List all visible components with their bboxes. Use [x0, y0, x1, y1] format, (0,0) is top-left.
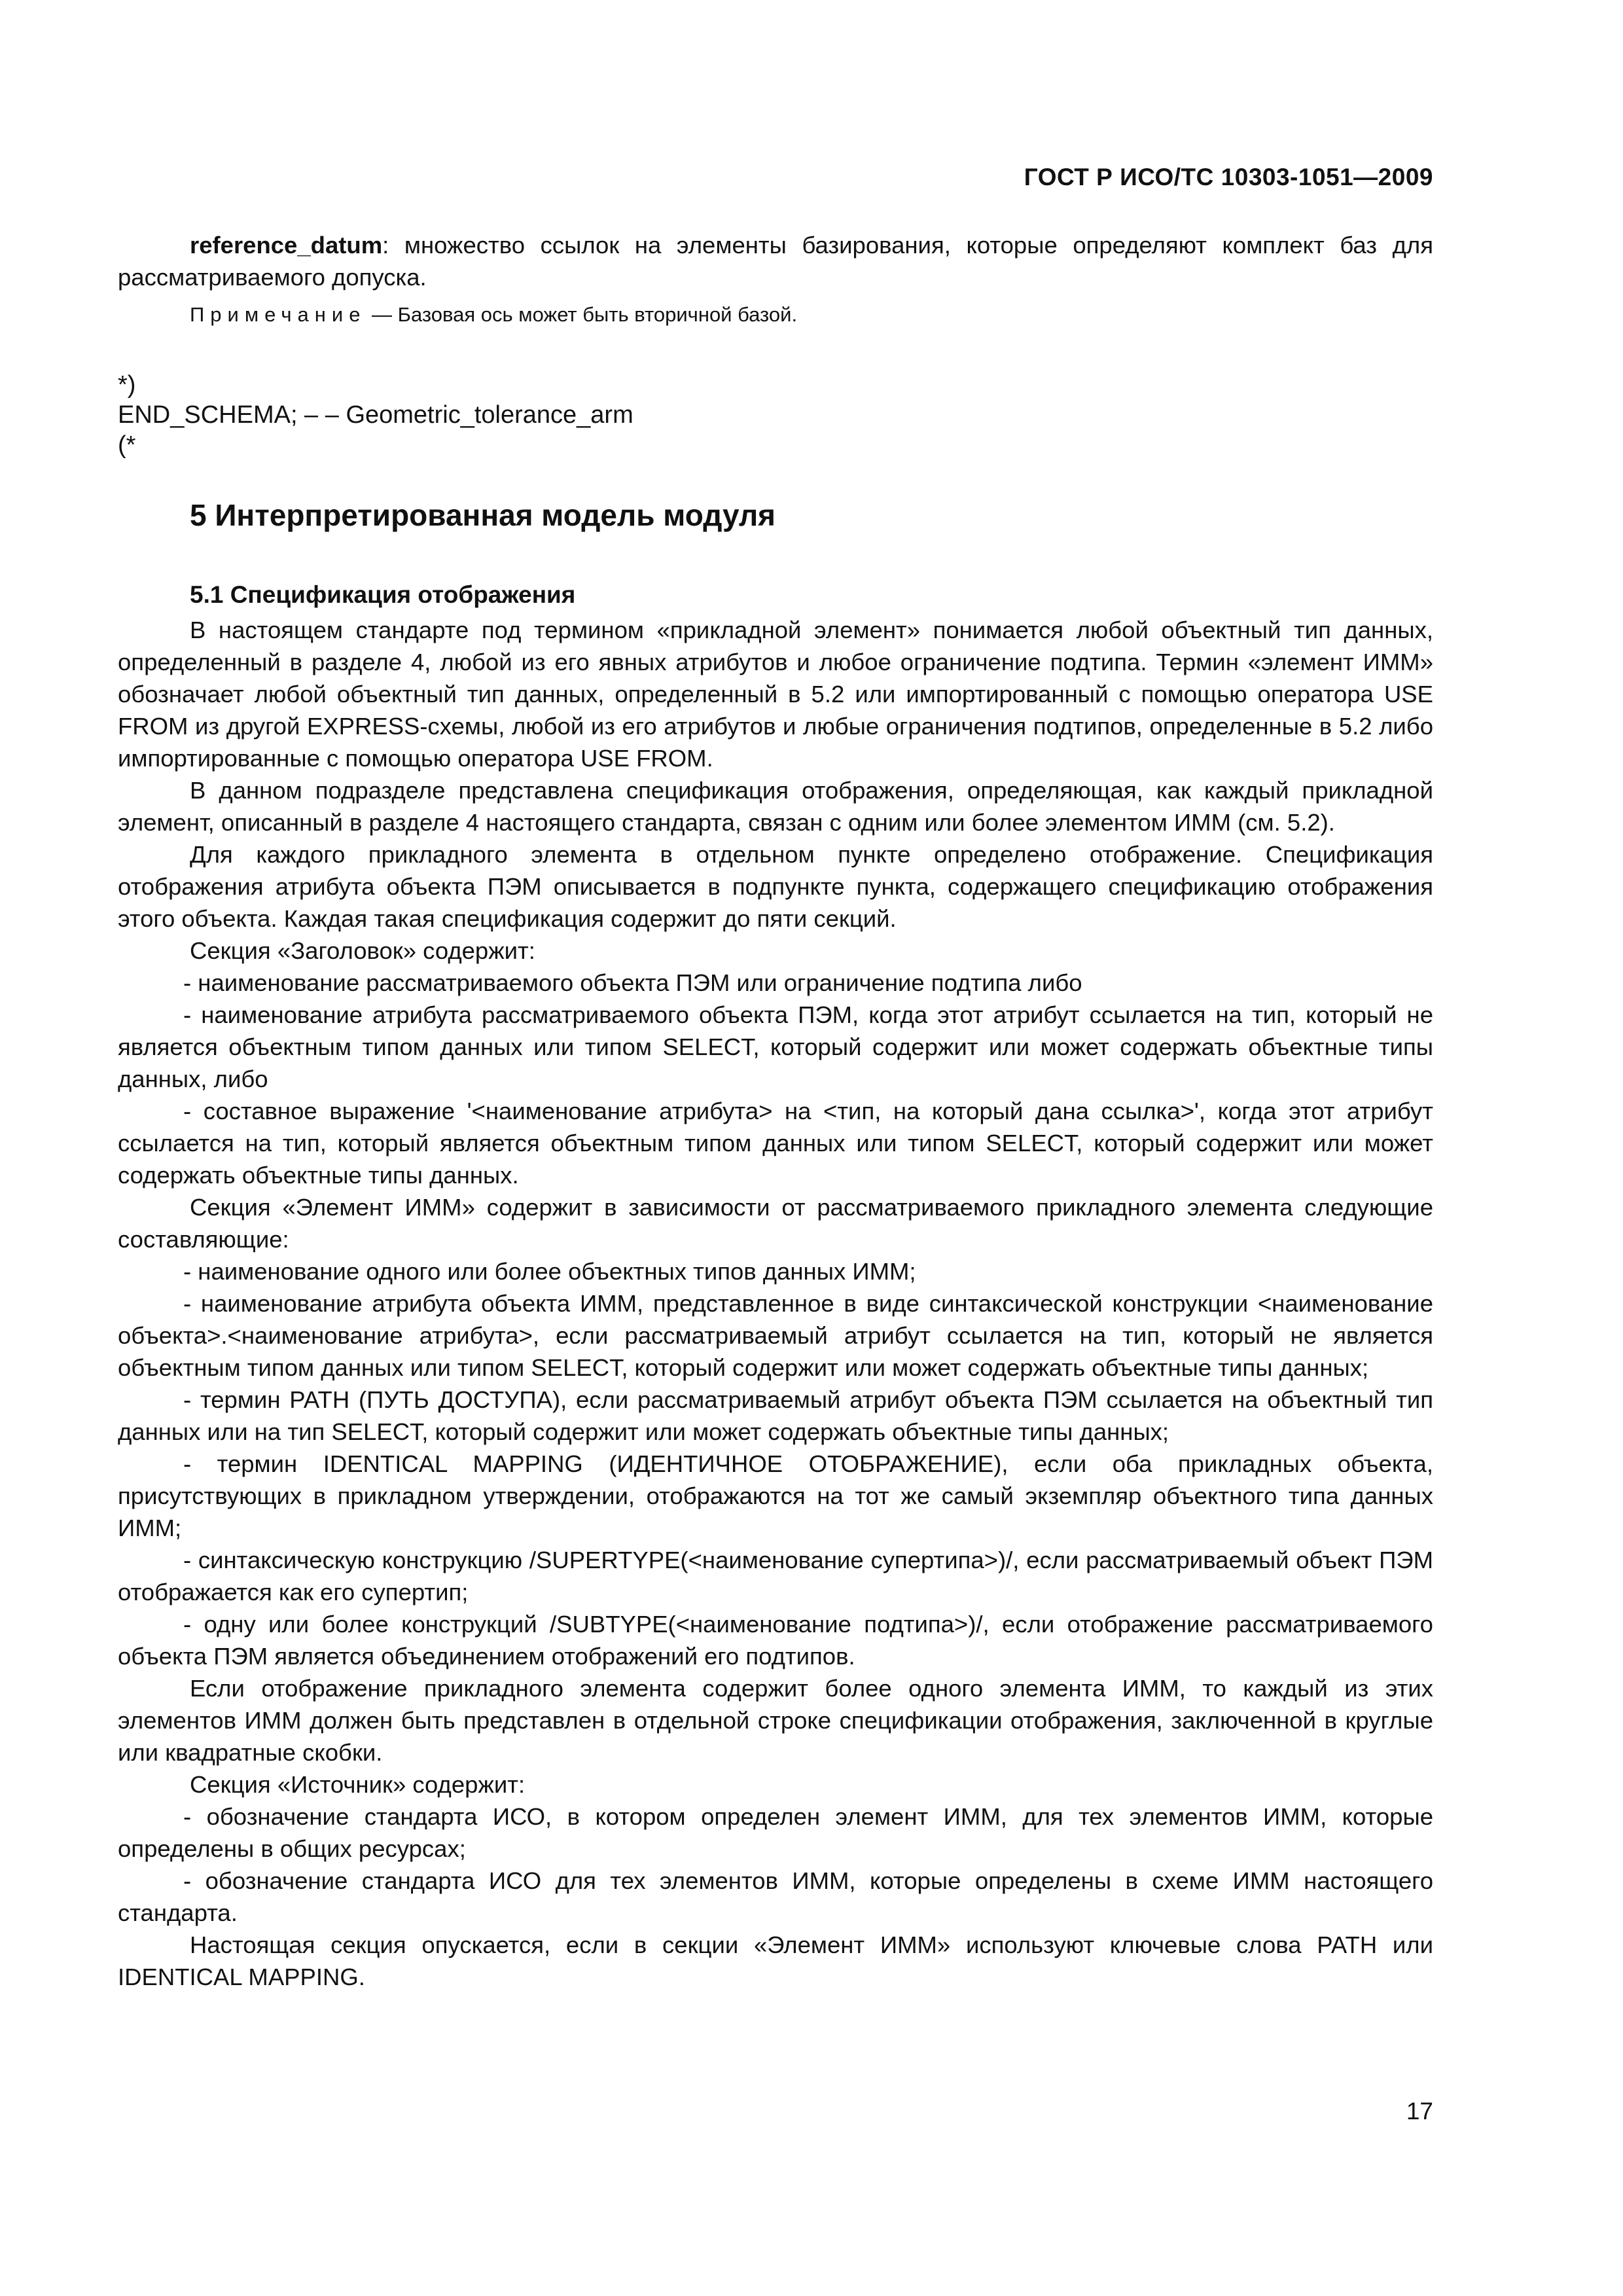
section-5-title: 5 Интерпретированная модель модуля [190, 498, 776, 532]
paragraph: Секция «Заголовок» содержит: [190, 937, 535, 964]
code-line-1: *) [118, 371, 136, 399]
list-item: - наименование атрибута объекта ИММ, представленное в виде синтаксической конструкции <наименование объекта>.<наименование атрибута>, если рассматриваемый атрибут ссылается на тип, который не является объектным типом данных или типом SELECT, который содержит или может содержать объектные типы данных; [118, 1290, 1433, 1381]
section-5-1-title: 5.1 Спецификация отображения [190, 581, 576, 608]
page-number: 17 [1406, 2098, 1433, 2125]
paragraph: Секция «Источник» содержит: [190, 1771, 526, 1798]
reference-datum-text: : множество ссылок на элементы базирования, которые определяют комплект баз для рассматриваемого допуска. [118, 232, 1433, 291]
paragraph: В данном подразделе представлена спецификация отображения, определяющая, как каждый прикладной элемент, описанный в разделе 4 настоящего стандарта, связан с одним или более элементом ИММ (см. 5.2). [118, 777, 1433, 836]
list-item: - синтаксическую конструкцию /SUPERTYPE(<наименование супертипа>)/, если рассматриваемый объект ПЭМ отображается как его супертип; [118, 1547, 1433, 1605]
code-line-2: END_SCHEMA; – – Geometric_tolerance_arm [118, 401, 633, 429]
list-item: - наименование одного или более объектных типов данных ИММ; [183, 1258, 916, 1285]
note [118, 301, 1433, 329]
list-item: - одну или более конструкций /SUBTYPE(<наименование подтипа>)/, если отображение рассматриваемого объекта ПЭМ является объединением отображений его подтипов. [118, 1611, 1433, 1670]
list-item: - составное выражение '<наименование атрибута> на <тип, на который дана ссылка>', когда этот атрибут ссылается на тип, который является объектным типом данных или типом SELECT, который содержит или может содержать объектные типы данных. [118, 1098, 1433, 1189]
paragraph: Для каждого прикладного элемента в отдельном пункте определено отображение. Спецификация отображения атрибута объекта ПЭМ описывается в подпункте пункта, содержащего спецификацию отображения этого объекта. Каждая такая спецификация содержит до пяти секций. [118, 841, 1433, 932]
list-item: - обозначение стандарта ИСО, в котором определен элемент ИММ, для тех элементов ИММ, которые определены в общих ресурсах; [118, 1803, 1433, 1862]
paragraph: В настоящем стандарте под термином «прикладной элемент» понимается любой объектный тип данных, определенный в разделе 4, любой из его явных атрибутов и любое ограничение подтипа. Термин «элемент ИММ» обозначает любой объектный тип данных, определенный в 5.2 или импортированный с помощью оператора USE FROM из другой EXPRESS-схемы, любой из его атрибутов и любые ограничения подтипов, определенные в 5.2 либо импортированные с помощью оператора USE FROM. [118, 617, 1433, 772]
document-code-header: ГОСТ Р ИСО/ТС 10303-1051—2009 [1024, 164, 1433, 190]
list-item: - наименование рассматриваемого объекта ПЭМ или ограничение подтипа либо [183, 969, 1082, 996]
list-item: - обозначение стандарта ИСО для тех элементов ИММ, которые определены в схеме ИММ настоящего стандарта. [118, 1867, 1433, 1926]
list-item: - термин IDENTICAL MAPPING (ИДЕНТИЧНОЕ ОТОБРАЖЕНИЕ), если оба прикладных объекта, присутствующих в прикладном утверждении, отображаются на тот же самый экземпляр объектного типа данных ИММ; [118, 1450, 1433, 1541]
list-item: - термин PATH (ПУТЬ ДОСТУПА), если рассматриваемый атрибут объекта ПЭМ ссылается на объектный тип данных или на тип SELECT, который содержит или может содержать объектные типы данных; [118, 1386, 1433, 1445]
intro-block [118, 229, 1433, 329]
reference-datum-definition [118, 229, 1433, 293]
paragraph: Секция «Элемент ИММ» содержит в зависимости от рассматриваемого прикладного элемента следующие составляющие: [118, 1194, 1433, 1253]
list-item: - наименование атрибута рассматриваемого объекта ПЭМ, когда этот атрибут ссылается на тип, который не является объектным типом данных или типом SELECT, который содержит или может содержать объектные типы данных, либо [118, 1001, 1433, 1092]
note-label: Примечание [190, 303, 366, 326]
term-reference-datum: reference_datum [190, 232, 383, 259]
section-5-heading [118, 497, 776, 533]
note-text: — Базовая ось может быть вторичной базой. [366, 303, 798, 326]
express-code-block [118, 370, 633, 460]
code-line-3: (* [118, 431, 136, 459]
paragraph: Если отображение прикладного элемента содержит более одного элемента ИММ, то каждый из этих элементов ИММ должен быть представлен в отдельной строке спецификации отображения, заключенной в круглые или квадратные скобки. [118, 1675, 1433, 1766]
paragraph: Настоящая секция опускается, если в секции «Элемент ИММ» используют ключевые слова PATH или IDENTICAL MAPPING. [118, 1931, 1433, 1990]
section-5-1 [118, 581, 1433, 1993]
